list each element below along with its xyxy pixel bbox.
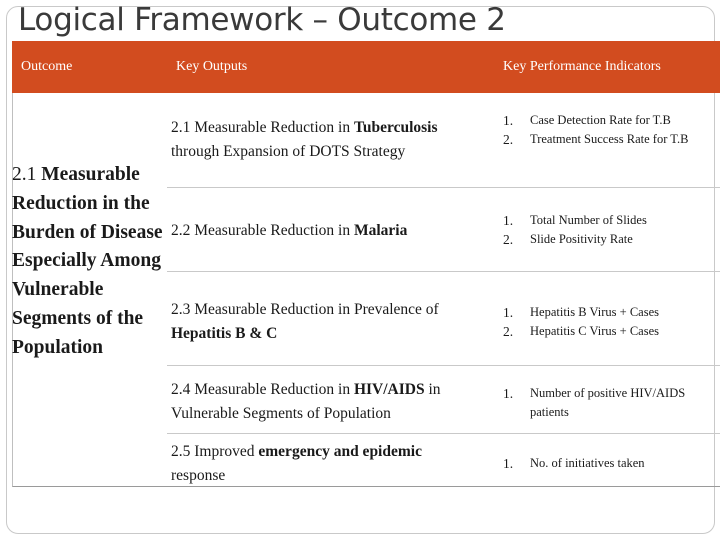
text-span: Number of positive HIV/AIDS patients <box>530 386 686 419</box>
text-span: Hepatitis B Virus + Cases <box>530 305 659 319</box>
kpi-item <box>503 454 720 473</box>
output-2-1 <box>171 116 438 164</box>
text-span: 2.3 Measurable Reduction in Prevalence of <box>171 301 439 318</box>
text-span: through Expansion of DOTS Strategy <box>171 143 406 160</box>
kpi-list-2-5 <box>503 454 720 473</box>
text-span: in <box>424 381 441 398</box>
row-divider <box>167 365 720 366</box>
kpi-number: 1. <box>503 213 514 228</box>
outcome-description: Measurable Reduction in the Burden of Disease Especially Among Vulnerable Segments of the Population <box>12 164 163 358</box>
output-2-3 <box>171 298 439 346</box>
kpi-number: 2. <box>503 132 514 147</box>
text-span: 2.1 Measurable Reduction in <box>171 119 354 136</box>
kpi-list-2-1 <box>503 111 720 149</box>
kpi-list-2-2 <box>503 211 720 249</box>
text-span: Case Detection Rate for T.B <box>530 113 671 127</box>
text-span: Vulnerable Segments of Population <box>171 405 391 422</box>
header-outcome: Outcome <box>21 59 73 74</box>
text-span: response <box>171 467 226 484</box>
text-span: HIV/AIDS <box>353 381 425 398</box>
kpi-number: 1. <box>503 305 514 320</box>
text-span: 2.4 Measurable Reduction in <box>171 381 354 398</box>
kpi-item <box>503 230 720 249</box>
header-kpi: Key Performance Indicators <box>503 59 661 74</box>
kpi-item <box>503 322 720 341</box>
header-key-outputs: Key Outputs <box>176 59 248 74</box>
kpi-item <box>503 130 720 149</box>
outcome-number: 2.1 <box>12 164 37 185</box>
kpi-item <box>503 111 720 130</box>
kpi-item <box>503 384 720 422</box>
text-span: No. of initiatives taken <box>530 456 645 470</box>
text-span: Hepatitis C Virus + Cases <box>530 324 659 338</box>
row-divider <box>167 187 720 188</box>
slide-title: Logical Framework – Outcome 2 <box>18 2 506 38</box>
row-divider <box>167 271 720 272</box>
kpi-list-2-3 <box>503 303 720 341</box>
kpi-list-2-4 <box>503 384 720 422</box>
outcome-cell <box>12 161 172 363</box>
kpi-number: 1. <box>503 113 514 128</box>
text-span: Slide Positivity Rate <box>530 232 633 246</box>
text-span: 2.2 Measurable Reduction in <box>171 222 354 239</box>
text-span: Treatment Success Rate for T.B <box>530 132 689 146</box>
text-span: Malaria <box>353 222 408 239</box>
text-span: Tuberculosis <box>353 119 438 136</box>
kpi-item <box>503 303 720 322</box>
output-2-2 <box>171 219 407 243</box>
kpi-item <box>503 211 720 230</box>
text-span: Total Number of Slides <box>530 213 647 227</box>
text-span: 2.5 Improved <box>171 443 259 460</box>
kpi-number: 2. <box>503 324 514 339</box>
kpi-number: 1. <box>503 386 514 401</box>
output-2-4 <box>171 378 441 426</box>
text-span: Hepatitis B & C <box>171 325 278 342</box>
kpi-number: 1. <box>503 456 514 471</box>
row-divider <box>167 433 720 434</box>
kpi-number: 2. <box>503 232 514 247</box>
output-2-5 <box>171 440 422 488</box>
text-span: emergency and epidemic <box>258 443 422 460</box>
